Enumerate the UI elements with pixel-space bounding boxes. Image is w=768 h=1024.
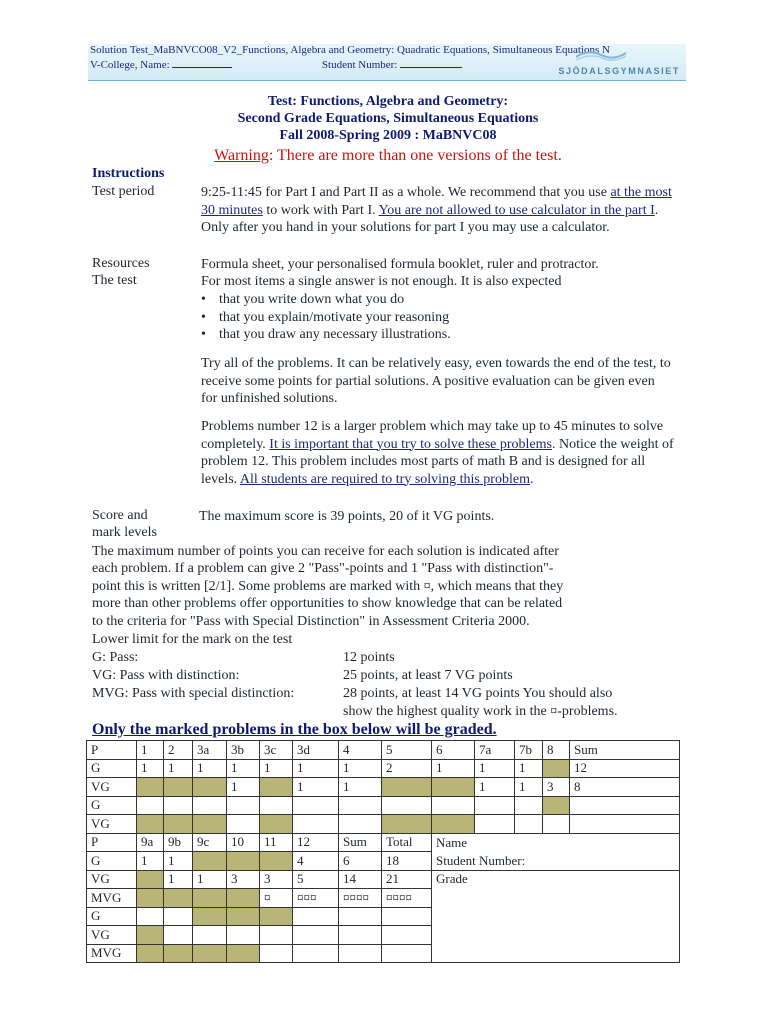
score-text: The maximum score is 39 points, 20 of it VG points.: [199, 509, 495, 524]
table-cell: 1: [260, 759, 293, 778]
school-logo-text: SJÖDALSGYMNASIET: [558, 66, 680, 76]
mark-name-mvg: MVG: Pass with special distinction:: [92, 686, 295, 701]
row-label: G: [87, 759, 137, 778]
document-header: [88, 44, 686, 81]
points-line: point this is written [2/1]. Some problems are marked with ¤, which means that they: [92, 579, 564, 594]
table-cell: ¤: [260, 889, 293, 908]
table-cell: 6: [432, 741, 475, 760]
table-cell: 1: [137, 759, 164, 778]
shaded-cell: [137, 870, 164, 889]
table-cell: Sum: [339, 833, 382, 852]
table-cell: 3d: [293, 741, 339, 760]
table-cell[interactable]: [293, 796, 339, 815]
mark-req-vg: 25 points, at least 7 VG points: [343, 668, 513, 683]
table-cell: 3: [543, 778, 570, 797]
shaded-cell: [193, 907, 227, 926]
table-cell[interactable]: [543, 815, 570, 834]
mark-req-mvg: 28 points, at least 14 VG points You should also: [343, 686, 613, 701]
table-cell: 3a: [193, 741, 227, 760]
table-cell: 10: [227, 833, 260, 852]
problem-12-paragraph: Problems number 12 is a larger problem which may take up to 45 minutes to solve completely. It is important that you try to solve these problems. Notice the weight of problem 12. This problem includes most parts of math B and is designed for all levels. All students are required to try solving this problem.: [201, 419, 674, 487]
row-label: G: [87, 796, 137, 815]
header-title: Solution Test_MaBNVCO08_V2_Functions, Algebra and Geometry: Quadratic Equations, Simultaneous Equations N: [90, 44, 610, 56]
header-name-line: [90, 58, 462, 71]
table-row: [87, 815, 680, 834]
table-cell[interactable]: [570, 815, 680, 834]
table-cell: 3: [260, 870, 293, 889]
table-cell[interactable]: [339, 796, 382, 815]
test-title-line2: Second Grade Equations, Simultaneous Equations: [237, 111, 539, 126]
shaded-cell: [193, 889, 227, 908]
shaded-cell: [193, 852, 227, 871]
table-cell: 1: [475, 759, 515, 778]
row-label: VG: [87, 870, 137, 889]
table-cell: 21: [382, 870, 432, 889]
table-cell[interactable]: [260, 796, 293, 815]
student-number-field-label: Student Number:: [436, 852, 526, 868]
shaded-cell: [164, 815, 193, 834]
table-cell: 14: [339, 870, 382, 889]
shaded-cell: [193, 778, 227, 797]
table-cell: 1: [475, 778, 515, 797]
table-cell: 4: [293, 852, 339, 871]
table-cell[interactable]: [293, 944, 339, 963]
the-test-label: The test: [92, 273, 137, 288]
table-row: [87, 741, 680, 760]
grade-label: Grade: [436, 870, 468, 886]
table-cell[interactable]: [137, 907, 164, 926]
table-cell[interactable]: [382, 944, 432, 963]
mark-req-g: 12 points: [343, 650, 395, 665]
table-cell: 1: [515, 778, 543, 797]
name-label: Name: [436, 834, 468, 850]
shaded-cell: [137, 889, 164, 908]
table-row: [87, 852, 680, 871]
row-label: VG: [87, 778, 137, 797]
shaded-cell: [137, 926, 164, 945]
try-all-paragraph: Try all of the problems. It can be relatively easy, even towards the end of the test, to receive some points for partial solutions. A positive evaluation can be given even for unfinished solutions.: [201, 356, 671, 406]
shaded-cell: [227, 907, 260, 926]
mark-req-mvg-cont: show the highest quality work in the ¤-problems.: [343, 704, 618, 719]
row-label: MVG: [87, 944, 137, 963]
shaded-cell: [382, 815, 432, 834]
test-title-line3: Fall 2008-Spring 2009 : MaBNVC08: [279, 128, 497, 143]
warning-line: [88, 147, 688, 165]
table-cell[interactable]: [164, 796, 193, 815]
table-cell[interactable]: [137, 796, 164, 815]
table-cell: ¤¤¤¤: [339, 889, 382, 908]
table-cell: Total: [382, 833, 432, 852]
shaded-cell: [260, 815, 293, 834]
table-cell[interactable]: [227, 815, 260, 834]
table-cell: 1: [164, 852, 193, 871]
table-cell[interactable]: [260, 926, 293, 945]
table-cell[interactable]: [382, 907, 432, 926]
test-period-label: Test period: [92, 184, 155, 199]
table-cell[interactable]: [227, 926, 260, 945]
table-cell[interactable]: [570, 796, 680, 815]
table-cell: 5: [293, 870, 339, 889]
table-cell[interactable]: [475, 796, 515, 815]
table-cell[interactable]: [382, 796, 432, 815]
shaded-cell: [193, 944, 227, 963]
shaded-cell: [543, 796, 570, 815]
shaded-cell: [227, 852, 260, 871]
table-cell: 9b: [164, 833, 193, 852]
table-cell[interactable]: [293, 815, 339, 834]
shaded-cell: [543, 759, 570, 778]
table-cell: 7a: [475, 741, 515, 760]
shaded-cell: [260, 778, 293, 797]
shaded-cell: [227, 889, 260, 908]
row-label: MVG: [87, 889, 137, 908]
table-cell: 1: [227, 778, 260, 797]
table-cell[interactable]: [515, 815, 543, 834]
resources-text: Formula sheet, your personalised formula booklet, ruler and protractor.: [201, 257, 599, 272]
row-label: P: [87, 833, 137, 852]
the-test-intro: For most items a single answer is not enough. It is also expected: [201, 274, 562, 289]
shaded-cell: [382, 778, 432, 797]
test-period-text: 9:25-11:45 for Part I and Part II as a whole. We recommend that you use at the most 30 minutes to work with Part I. You are not allowed to use calculator in the part I. Only after you hand in your solutions for part I you may use a calculator.: [201, 185, 672, 235]
name-blank: [172, 58, 232, 68]
resources-label: Resources: [92, 256, 150, 271]
table-cell[interactable]: [164, 926, 193, 945]
table-cell: 8: [543, 741, 570, 760]
school-logo-icon: [576, 47, 626, 61]
table-cell[interactable]: [432, 796, 475, 815]
table-cell: 9c: [193, 833, 227, 852]
table-cell[interactable]: [339, 907, 382, 926]
lower-limit-line: Lower limit for the mark on the test: [92, 632, 293, 647]
expectations-list: [201, 291, 451, 344]
table-cell: 2: [164, 741, 193, 760]
row-label: P: [87, 741, 137, 760]
table-cell: 18: [382, 852, 432, 871]
table-cell[interactable]: [475, 815, 515, 834]
table-cell[interactable]: [193, 796, 227, 815]
table-cell: 6: [339, 852, 382, 871]
shaded-cell: [137, 815, 164, 834]
table-cell: Sum: [570, 741, 680, 760]
student-number-blank: [400, 58, 462, 68]
list-item: • that you draw any necessary illustrations.: [201, 326, 451, 344]
shaded-cell: [164, 889, 193, 908]
table-row: [87, 759, 680, 778]
table-cell[interactable]: [260, 944, 293, 963]
shaded-cell: [137, 778, 164, 797]
table-cell[interactable]: [382, 926, 432, 945]
table-cell: 12: [570, 759, 680, 778]
test-title-line1: Test: Functions, Algebra and Geometry:: [267, 94, 509, 109]
points-line: more than other problems offer opportunities to show knowledge that can be related: [92, 596, 563, 611]
table-row: [87, 870, 680, 889]
points-line: to the criteria for "Pass with Special Distinction" in Assessment Criteria 2000.: [92, 614, 530, 629]
table-cell: 11: [260, 833, 293, 852]
row-label: VG: [87, 926, 137, 945]
table-cell[interactable]: [227, 796, 260, 815]
shaded-cell: [432, 778, 475, 797]
points-line: each problem. If a problem can give 2 "Pass"-points and 1 "Pass with distinction"-: [92, 561, 554, 576]
table-cell: 1: [339, 778, 382, 797]
shaded-cell: [432, 815, 475, 834]
mark-name-vg: VG: Pass with distinction:: [92, 668, 240, 683]
table-cell: ¤¤¤¤: [382, 889, 432, 908]
table-cell: 4: [339, 741, 382, 760]
table-row: [87, 833, 680, 852]
shaded-cell: [164, 778, 193, 797]
shaded-cell: [193, 815, 227, 834]
shaded-cell: [137, 944, 164, 963]
score-label-1: Score and: [92, 508, 148, 523]
table-cell: 9a: [137, 833, 164, 852]
table-cell: 1: [515, 759, 543, 778]
graded-box-heading: Only the marked problems in the box below will be graded.: [92, 721, 497, 738]
table-cell: 1: [432, 759, 475, 778]
student-number-field[interactable]: [432, 852, 680, 871]
table-cell: 1: [164, 870, 193, 889]
warning-text: : There are more than one versions of the test.: [268, 147, 562, 164]
name-field[interactable]: [432, 833, 680, 852]
shaded-cell: [164, 944, 193, 963]
table-cell: ¤¤¤: [293, 889, 339, 908]
shaded-cell: [227, 944, 260, 963]
instructions-heading: Instructions: [92, 166, 165, 181]
table-cell: 3: [227, 870, 260, 889]
table-cell[interactable]: [293, 907, 339, 926]
row-label: G: [87, 852, 137, 871]
list-item: • that you explain/motivate your reasoning: [201, 309, 451, 327]
table-cell: 1: [193, 870, 227, 889]
table-cell: 5: [382, 741, 432, 760]
student-number-label: Student Number:: [321, 59, 398, 71]
points-line: The maximum number of points you can receive for each solution is indicated after: [92, 544, 559, 559]
list-item: • that you write down what you do: [201, 291, 451, 309]
table-cell: 12: [293, 833, 339, 852]
shaded-cell: [260, 852, 293, 871]
grade-field[interactable]: [432, 870, 680, 963]
table-cell: 3b: [227, 741, 260, 760]
table-cell: 3c: [260, 741, 293, 760]
grading-table: [86, 740, 680, 963]
table-cell: 2: [382, 759, 432, 778]
table-cell[interactable]: [193, 926, 227, 945]
table-row: [87, 778, 680, 797]
college-name-label: V-College, Name:: [90, 59, 170, 71]
table-cell: 7b: [515, 741, 543, 760]
table-cell: 1: [137, 741, 164, 760]
table-cell: 1: [193, 759, 227, 778]
warning-label: Warning: [214, 147, 269, 164]
table-cell[interactable]: [339, 926, 382, 945]
table-cell: 1: [164, 759, 193, 778]
table-cell: 1: [293, 778, 339, 797]
table-cell[interactable]: [339, 944, 382, 963]
table-cell: 1: [339, 759, 382, 778]
table-cell[interactable]: [293, 926, 339, 945]
mark-name-g: G: Pass:: [92, 650, 139, 665]
table-cell: 1: [137, 852, 164, 871]
score-label-2: mark levels: [92, 525, 157, 540]
table-cell: 1: [227, 759, 260, 778]
table-row: [87, 796, 680, 815]
table-cell[interactable]: [339, 815, 382, 834]
row-label: VG: [87, 815, 137, 834]
table-cell: 8: [570, 778, 680, 797]
table-cell: 1: [293, 759, 339, 778]
row-label: G: [87, 907, 137, 926]
shaded-cell: [260, 907, 293, 926]
table-cell[interactable]: [164, 907, 193, 926]
table-cell[interactable]: [515, 796, 543, 815]
